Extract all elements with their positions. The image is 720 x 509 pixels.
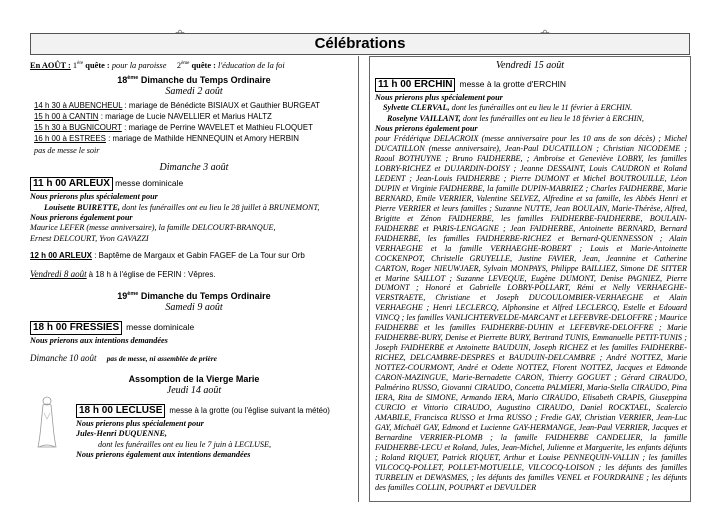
sunday19-date: Samedi 9 août bbox=[165, 302, 223, 314]
sunday18-title: 18ème Dimanche du Temps Ordinaire bbox=[117, 75, 271, 86]
right-column bbox=[369, 56, 691, 502]
vespers-line: Vendredi 8 août à 18 h à l'église de FERIN : Vêpres. bbox=[30, 269, 216, 280]
virgin-mary-icon bbox=[36, 395, 58, 449]
mass-time-lecluse: 18 h 00 LECLUSE bbox=[76, 404, 165, 418]
left-column: En AOÛT : 1ère quête : pour la paroisse 2ème quête : l'éducation de la foi 18ème Dimanche du Temps Ordinaire Samedi 2 août 14 h 30 à AUBENCHEUL : mariage de Bénédicte BISIAUX et Gauthier BURGEAT 15 h 00 à CANTIN : mariage de Lucie NAVELLIER et Marius HALTZ 15 h 30 à BUGNICOURT : mariage de Perrine WAVELET et Mathieu FLOQUET 16 h 00 à ESTREES : mariage de Mathilde HENNEQUIN et Amory HERBIN pas de messe le soir Dimanche 3 août 11 h 00 ARLEUX messe dominicale Nous prierons plus spécialement pour Louisette BUIRETTE, dont les funérailles ont eu lieu le 28 juillet à BRUNEMONT, Nous prierons également pour Maurice LEFER (messe anniversaire), la famille DELCOURT-BRANQUE, Ernest DELCOURT, Yvon GAVAZZI 12 h 00 ARLEUX : Baptême de Margaux et Gabin FAGEF de La Tour sur Orb Vendredi 8 août à 18 h à l'église de FERIN : Vêpres. 19ème Dimanche du Temps Ordinaire Samedi 9 août 18 h 00 FRESSIES messe dominicale Nous prierons aux intentions demandées Dimanche 10 août pas de messe, ni assemblée de prière Assomption de la Vierge Marie Jeudi 14 août 18 h 00 LECLUSE messe à la grotte (ou l'église suivant la météo) Nous prierons plus spécialement pour Jules-Henri DUQUENNE, dont les funérailles ont eu lieu le 7 juin à LECLUSE, Nous prierons également aux intentions demandées bbox=[30, 56, 359, 502]
wedding-row: 15 h 00 à CANTIN : mariage de Lucie NAVELLIER et Marius HALTZ bbox=[34, 112, 272, 122]
intentions-text: pour Frédérique DELACROIX (messe anniversaire pour les 10 ans de son décès) ; Michel DUCATILLON (messe anniversaire), Jean-Paul DUCATILLON ; Christian NICODEME ; Raoul BOTHUYNE ; Bruno FAIDHERBE, ; Ambroise et Geneviève LOBRY, les familles LOBRY-RICHEZ et DUJARDIN-DOISY ; Jeanne DESSAINT, Louis CAUDRON et Roland LEDENT ; Jean-Louis FAIDHERBE ; Pierre DUMONT et Michel BOUTROUILLE, Léon DUPIN et Virginie FAIDHERBE, la famille DUPIN-MABRIEZ ; Charles FAIDHERBE, Marie BERNARD, Emile VERRIER, Valentine SELVEZ, Alfredine et sa famille, les Abbés Henri et Pierre VERRIER et leurs familles ; Suzanne NUTTE, Jean BOULAIN, Marie-Thérèse, Alfred, Brigitte et Zénon FAIDHERBE, les familles FAIDHERBE-FAIDHERBE, BOULAIN-FAIDHERBE et PARIS-LENGAGNE ; Jean FAIDHERBE, Antoinette BERNARD, Bernard FAIDHERBE, les familles FAIDHERBE-RICHEZ et Bernard-QUENNESSON ; Alain VERHAEGHE et la famille VERHAEGHE-ROBERT ; Louis et Marie-Antoinette COCKENPOT, Christelle GRUYELLE, Justine FAVIER, Jean, Jeannine et Catherine CARTON, Roger NIEUWJAER, Sylvain MONPAYS, Philippe BAILLIEZ, Simone DE SITTER et Marine SAILLOT ; Suzanne LEVEQUE, Eugène DUMONT, Denise PAGNIEZ, Pierre DUMONT ; Honoré et Gabrielle LOBRY-POLLART, Rémi et Nelly VERHAEGHE-VERSTRAETE, Christiane et Joseph DUCOULOMBIER-VERHAEGHE et Alain VERHAEGHE ; Henri LECLERCQ, Alphonsine et Alfred LECLERCQ, Estelle et Edouard VINCQ ; les familles VANLICHTERVELDE-MARCANT et LEFEBVRE-DELOFFRE ; Maurice FAIDHERBE et les familles FAIDHERBE-DUHIN et LEFEBVRE-DELOFFRE ; Marie FAIDHERBE-BURY, Denise et Pierrette BURY, Bertrand TUNIS, Emmanuelle PETIT-TUNIS ; Joseph FAIDHERBE et Antoinette BAUDUIN, Joseph RICHEZ et les familles FAIDHERBE-RICHEZ, DELCAMBRE-DESPRES et BAUDUIN-DELCAMBRE ; André NOTTEZ, Marie NOTTEZ-COURMONT, André et Odette NOTTEZ, Florent NOTTEZ, Jacques et Edmonde CARON-MAZINGUE, Marie-Bernadette CARON, Thierry GOGUET ; Gérard CIRAUDO, Palmérino RUSSO, Giovanni CIRAUDO, Concetta PALMIERI, Maria-Stella CIRAUDO, Pina IERA, Rita de SIMONE, Armando IERA, Mario CIRAUDO, Elisabeth CRAPIS, Giuseppina CURCIO et Vittorio CIRAUDO, Augustino CIRAUDO, Daniel ROCKTAEL, Scalercio AMABILE, Francisca RUSSO et Irma RUSSO ; Fredie GAY, Christian VERRIER, Jean-Luc GAY, Michaël GAY, Edmond et Lucienne GAY-HERMANGE, Jean-Paul VERRIER, Jacques et Bernardine VERRIER-PLOMB ; la famille FAIDHERBE CANDELIER, la famille FAIDHERBE-LECU et Roland, Jules, Jean-Michel, Julienne et Marguerite, les enfants défunts ; Roland RIQUET, Patrick RIQUET, Arthur et Louise PENNEQUIN-VALLIN ; les familles VILCOCQ-POLLET, POLLET-MOTUELLE, VILCOCQ-LOISON ; les défunts des familles TURBELIN et DEWASMES, ; les défunts des familles VENEL et FOURDRAINE ; les défunts des familles COLLIN, POUPART et DEVULDER bbox=[375, 134, 687, 492]
month-label: En AOÛT : bbox=[30, 60, 71, 70]
banner-title: Célébrations bbox=[314, 35, 406, 52]
sunday18-date: Samedi 2 août bbox=[165, 86, 223, 98]
assumption-mass: 18 h 00 LECLUSE messe à la grotte (ou l'église suivant la météo) bbox=[30, 400, 358, 418]
wedding-row: 16 h 00 à ESTREES : mariage de Mathilde HENNEQUIN et Amory HERBIN bbox=[34, 134, 299, 144]
sunday3-mass: 11 h 00 ARLEUX messe dominicale bbox=[30, 177, 358, 191]
assumption-date: Jeudi 14 août bbox=[166, 385, 222, 397]
baptism-line: 12 h 00 ARLEUX : Baptême de Margaux et Gabin FAGEF de La Tour sur Orb bbox=[30, 250, 305, 260]
erchin-intentions: Nous prierons plus spécialement pour Sylvette CLERVAL, dont les funérailles ont eu lieu le 11 février à ERCHIN. Roselyne VAILLANT, dont les funérailles ont eu lieu le 18 février à ERCHIN, Nous prierons également pour pour Frédérique DELACROIX (messe anniversaire pour les 10 ans de son décès) ; Michel DUCATILLON (messe anniversaire), Jean-Paul DUCATILLON ; Christian NICODEME ; Raoul BOTHUYNE ; Bruno FAIDHERBE, ; Ambroise et Geneviève LOBRY, les familles LOBRY-RICHEZ et DUJARDIN-DOISY ; Jeanne DESSAINT, Louis CAUDRON et Roland LEDENT ; Jean-Louis FAIDHERBE ; Pierre DUMONT et Michel BOUTROUILLE, Léon DUPIN et Virginie FAIDHERBE, la famille DUPIN-MABRIEZ ; Charles FAIDHERBE, Marie BERNARD, Emile VERRIER, Valentine SELVEZ, Alfredine et sa famille, les Abbés Henri et Pierre VERRIER et leurs familles ; Suzanne NUTTE, Jean BOULAIN, Marie-Thérèse, Alfred, Brigitte et Zénon FAIDHERBE, les familles FAIDHERBE-FAIDHERBE, BOULAIN-FAIDHERBE et PARIS-LENGAGNE ; Jean FAIDHERBE, Antoinette BERNARD, Bernard FAIDHERBE, les familles FAIDHERBE-RICHEZ et Bernard-QUENNESSON ; Alain VERHAEGHE et la famille VERHAEGHE-ROBERT ; Louis et Marie-Antoinette COCKENPOT, Christelle GRUYELLE, Justine FAVIER, Jean, Jeannine et Catherine CARTON, Roger NIEUWJAER, Sylvain MONPAYS, Philippe BAILLIEZ, Simone DE SITTER et Marine SAILLOT ; Suzanne LEVEQUE, Eugène DUMONT, Denise PAGNIEZ, Pierre DUMONT ; Honoré et Gabrielle LOBRY-POLLART, Rémi et Nelly VERHAEGHE-VERSTRAETE, Christiane et Joseph DUCOULOMBIER-VERHAEGHE et Alain VERHAEGHE ; Henri LECLERCQ, Alphonsine et Alfred LECLERCQ, Estelle et Edouard VINCQ ; les familles VANLICHTERVELDE-MARCANT et LEFEBVRE-DELOFFRE ; Maurice FAIDHERBE et les familles FAIDHERBE-DUHIN et LEFEBVRE-DELOFFRE ; Marie FAIDHERBE-BURY, Denise et Pierrette BURY, Bertrand TUNIS, Emmanuelle PETIT-TUNIS ; Joseph FAIDHERBE et Antoinette BAUDUIN, Joseph RICHEZ et les familles FAIDHERBE-RICHEZ, DELCAMBRE-DESPRES et BAUDUIN-DELCAMBRE ; André NOTTEZ, Marie NOTTEZ-COURMONT, André et Odette NOTTEZ, Florent NOTTEZ, Jacques et Edmonde CARON-MAZINGUE, Marie-Bernadette CARON, Thierry GOGUET ; Gérard CIRAUDO, Palmérino RUSSO, Giovanni CIRAUDO, Concetta PALMIERI, Maria-Stella CIRAUDO, Pina IERA, Rita de SIMONE, Armando IERA, Mario CIRAUDO, Elisabeth CRAPIS, Giuseppina CURCIO et Vittorio CIRAUDO, Augustino CIRAUDO, Daniel ROCKTAEL, Scalercio AMABILE, Francisca RUSSO et Irma RUSSO ; Fredie GAY, Christian VERRIER, Jean-Luc GAY, Michaël GAY, Edmond et Lucienne GAY-HERMANGE, Jean-Paul VERRIER, Jacques et Bernardine VERRIER-PLOMB ; la famille FAIDHERBE CANDELIER, la famille FAIDHERBE-LECU et Roland, Jules, Jean-Michel, Julienne et Marguerite, les enfants défunts ; Roland RIQUET, Patrick RIQUET, Arthur et Louise PENNEQUIN-VALLIN ; les familles VILCOCQ-POLLET, POLLET-MOTUELLE, VILCOCQ-LOISON ; les défunts des familles TURBELIN et DEWASMES, ; les défunts des familles VENEL et FOURDRAINE ; les défunts des familles COLLIN, POUPART et DEVULDER bbox=[375, 93, 687, 492]
collection-line: En AOÛT : 1ère quête : pour la paroisse 2ème quête : l'éducation de la foi bbox=[30, 60, 285, 70]
assumption-title: Assomption de la Vierge Marie bbox=[128, 374, 260, 385]
wedding-row: 14 h 30 à AUBENCHEUL : mariage de Bénédicte BISIAUX et Gauthier BURGEAT bbox=[34, 101, 320, 111]
wedding-row: 15 h 30 à BUGNICOURT : mariage de Perrine WAVELET et Mathieu FLOQUET bbox=[34, 123, 313, 133]
weddings-list bbox=[30, 100, 358, 144]
sunday3-date: Dimanche 3 août bbox=[159, 162, 229, 174]
assumption-day-date: Vendredi 15 août bbox=[496, 60, 564, 71]
sunday19-mass: 18 h 00 FRESSIES messe dominicale bbox=[30, 317, 358, 335]
mass-time-arleux: 11 h 00 ARLEUX bbox=[30, 177, 113, 191]
erchin-mass: 11 h 00 ERCHIN messe à la grotte d'ERCHIN bbox=[370, 74, 690, 92]
celebrations-banner bbox=[30, 33, 690, 55]
sunday19-title: 19ème Dimanche du Temps Ordinaire bbox=[117, 291, 271, 302]
mass-time-fressies: 18 h 00 FRESSIES bbox=[30, 321, 122, 335]
no-evening-mass: pas de messe le soir bbox=[34, 146, 100, 156]
mass-time-erchin: 11 h 00 ERCHIN bbox=[375, 78, 455, 92]
